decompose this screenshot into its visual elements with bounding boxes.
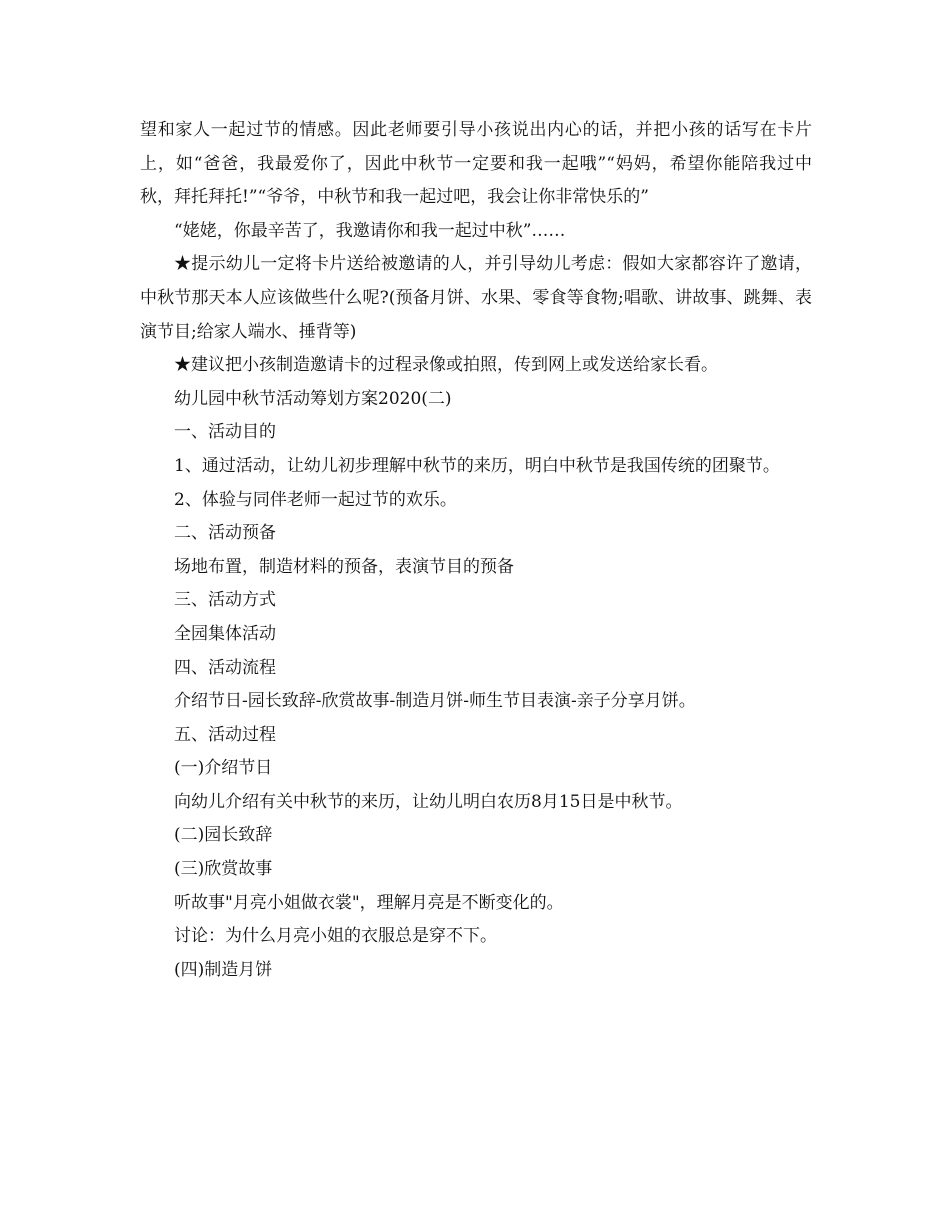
subheading-principal-speech: (二)园长致辞 <box>174 825 273 846</box>
paragraph-grandma-quote: “姥姥，你最辛苦了，我邀请你和我一起过中秋”…… <box>174 220 566 241</box>
heading-activity-goal: 一、活动目的 <box>174 422 276 443</box>
subheading-story: (三)欣赏故事 <box>174 859 273 880</box>
paragraph-flow: 介绍节日-园长致辞-欣赏故事-制造月饼-师生节目表演-亲子分享月饼。 <box>174 691 696 712</box>
subheading-introduce-festival: (一)介绍节日 <box>174 758 273 779</box>
subheading-make-mooncakes: (四)制造月饼 <box>174 959 273 980</box>
paragraph-goal-two: 2、体验与同伴老师一起过节的欢乐。 <box>174 489 457 510</box>
paragraph-goal-one: 1、通过活动，让幼儿初步理解中秋节的来历，明白中秋节是我国传统的团聚节。 <box>174 455 780 476</box>
heading-activity-process: 五、活动过程 <box>174 724 276 745</box>
paragraph-mode: 全园集体活动 <box>174 623 276 644</box>
paragraph-suggest-record: ★建议把小孩制造邀请卡的过程录像或拍照，传到网上或发送给家长看。 <box>174 355 718 376</box>
paragraph-introduce-festival: 向幼儿介绍有关中秋节的来历，让幼儿明白农历8月15日是中秋节。 <box>174 791 683 812</box>
heading-activity-prep: 二、活动预备 <box>174 523 276 544</box>
paragraph-discussion: 讨论：为什么月亮小姐的衣服总是穿不下。 <box>174 926 497 947</box>
paragraph-prep: 场地布置，制造材料的预备，表演节目的预备 <box>174 556 514 577</box>
paragraph-invitation-words: 望和家人一起过节的情感。因此老师要引导小孩说出内心的话，并把小孩的话写在卡片上，如“爸爸，我最爱你了，因此中秋节一定要和我一起哦”“妈妈，希望你能陪我过中秋，拜托拜托!”“爷爷，中秋节和我一起过吧，我会让你非常快乐的” <box>140 120 812 208</box>
heading-activity-flow: 四、活动流程 <box>174 657 276 678</box>
paragraph-tip-cards: ★提示幼儿一定将卡片送给被邀请的人，并引导幼儿考虑：假如大家都容许了邀请，中秋节那天本人应该做些什么呢?(预备月饼、水果、零食等食物;唱歌、讲故事、跳舞、表演节目;给家人端水、捶背等) <box>140 254 812 342</box>
section-title-plan-two: 幼儿园中秋节活动筹划方案2020(二) <box>174 388 452 409</box>
paragraph-story: 听故事"月亮小姐做衣裳"，理解月亮是不断变化的。 <box>174 892 564 913</box>
heading-activity-mode: 三、活动方式 <box>174 590 276 611</box>
document-body <box>140 114 812 987</box>
